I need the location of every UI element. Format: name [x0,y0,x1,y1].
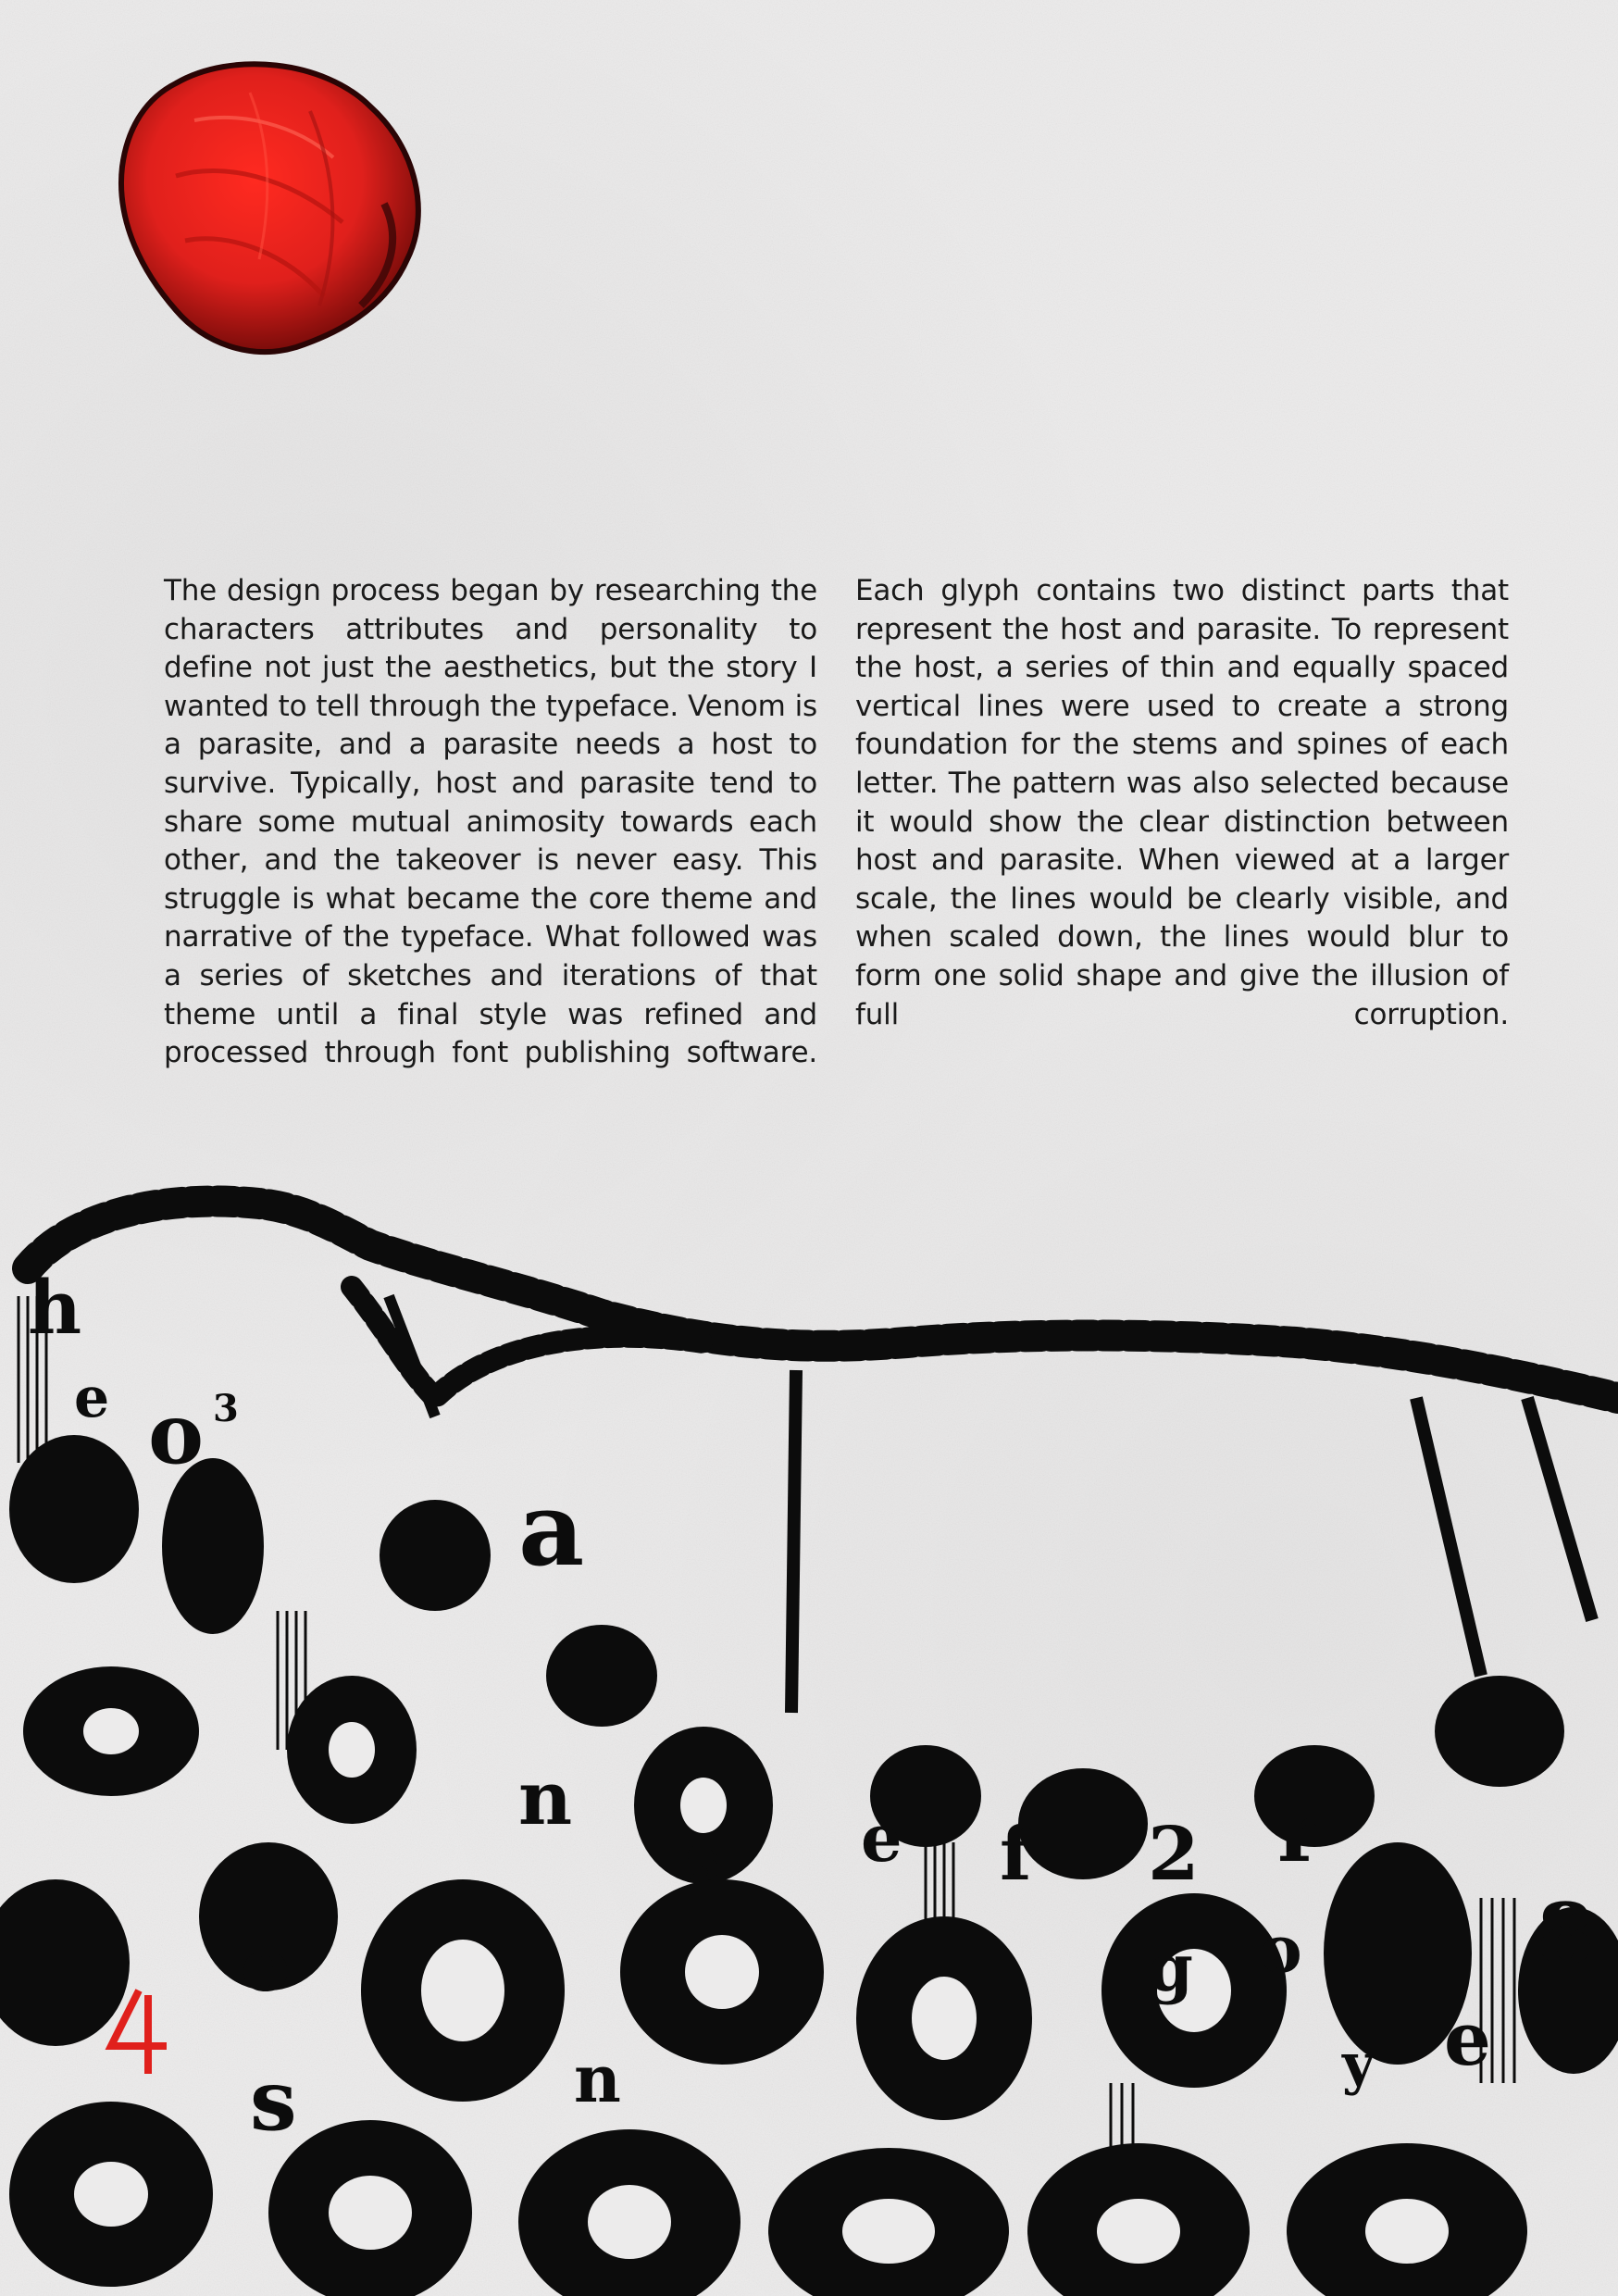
body-paragraph-left: The design process began by researching the characters attributes and personality to define not just the aesthetics, but the story I wanted to tell through the typeface. Venom is a parasite, and a parasite needs a host to survive. Typically, host and parasite tend to share some mutual animosity towards each other, and the takeover is never easy. This struggle is what became the core theme and narrative of the typeface. What followed was a series of sketches and iterations of that theme until a final style was refined and processed through font publishing software. [164,574,817,1070]
red-paint-blob-icon [111,56,435,361]
svg-text:h: h [28,1264,82,1351]
svg-text:e: e [74,1366,110,1430]
svg-text:f: f [1000,1810,1032,1897]
corrupted-letterform-landscape-icon [0,1157,1618,2296]
svg-text:o: o [1259,1911,1302,1988]
svg-text:8: 8 [1537,1885,1595,1983]
svg-text:a: a [518,1469,585,1589]
svg-text:e: e [861,1800,902,1877]
svg-text:o: o [148,1385,205,1483]
svg-text:s: s [685,1818,722,1895]
svg-text:2: 2 [1148,1810,1200,1897]
svg-text:s: s [250,2052,297,2150]
svg-text:g: g [1148,1929,1193,2006]
svg-text:n: n [574,2040,621,2117]
svg-text:e: e [1444,1995,1491,2082]
svg-text:y: y [1342,2032,1375,2097]
svg-text:r: r [1277,1783,1322,1881]
svg-text:o: o [241,1921,291,2008]
body-paragraph-right: Each glyph contains two distinct parts that represent the host and parasite. To represent the host, a series of thin and equally spaced vertical lines were used to create a strong foundation for the stems and spines of each letter. The pattern was also selected because it would show the clear distinction between host and parasite. When viewed at a larger scale, the lines would be clearly visible, and when scaled down, the lines would blur to form one solid shape and give the illusion of full corruption. [855,574,1509,1031]
svg-text:3: 3 [213,1387,239,1430]
svg-text:n: n [518,1754,573,1841]
